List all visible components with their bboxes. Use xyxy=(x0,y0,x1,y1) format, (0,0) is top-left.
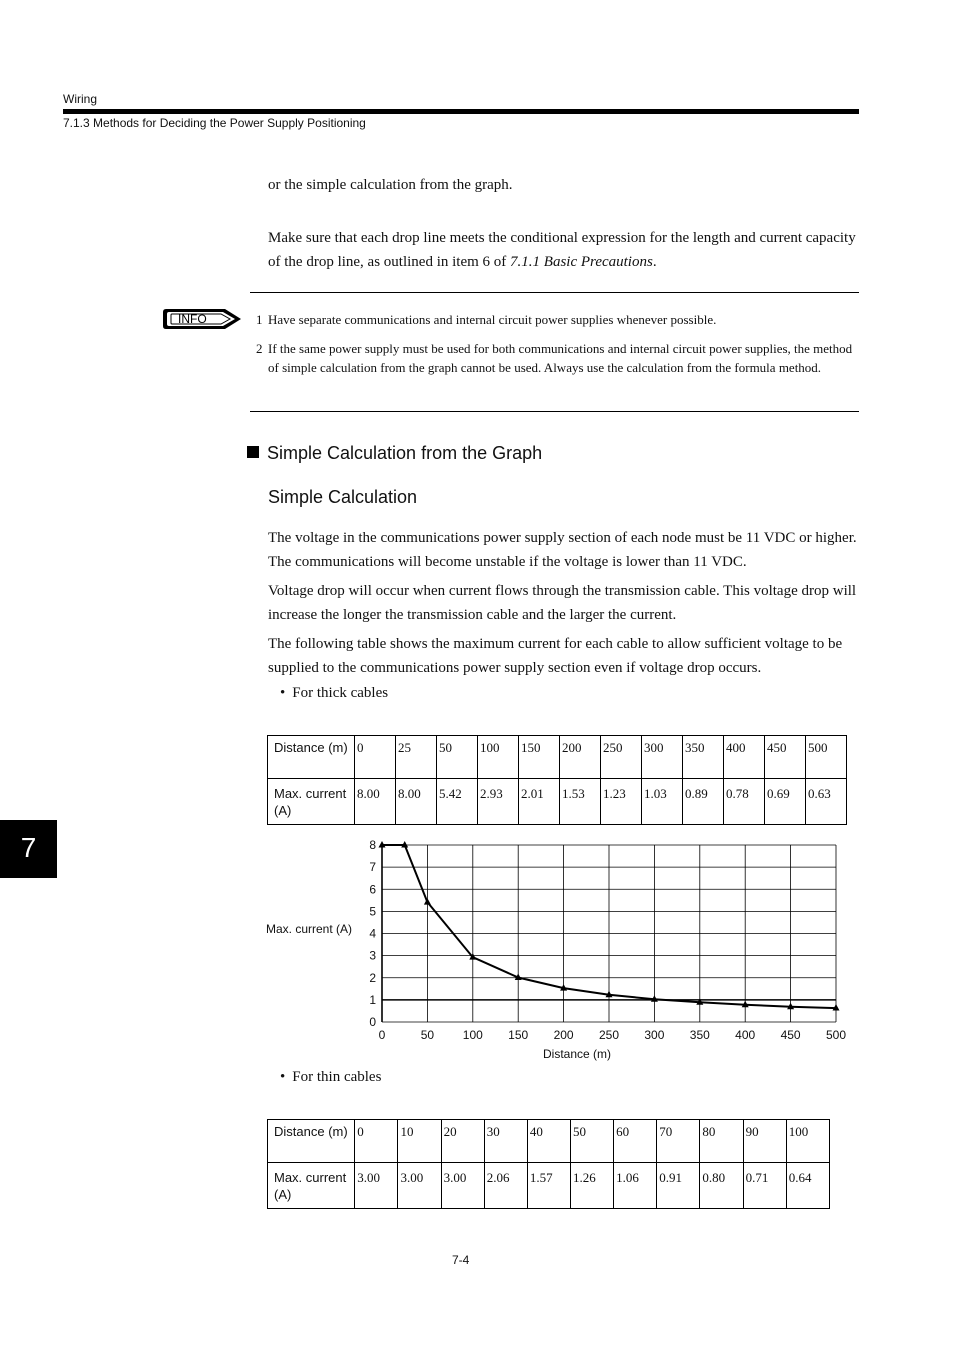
table-row-distance xyxy=(268,736,847,779)
table-cell-current: 0.63 xyxy=(806,779,847,825)
table-cell-distance: 300 xyxy=(642,736,683,779)
y-tick-label: 6 xyxy=(369,882,376,897)
table-cell-distance: 0 xyxy=(355,1120,398,1163)
table-cell-distance: 10 xyxy=(398,1120,441,1163)
table-cell-distance: 40 xyxy=(527,1120,570,1163)
x-tick-label: 500 xyxy=(825,1028,847,1042)
table-cell-current: 3.00 xyxy=(355,1163,398,1209)
y-axis-tick-labels xyxy=(369,838,376,1029)
table-cell-current: 1.03 xyxy=(642,779,683,825)
table-row-distance xyxy=(268,1120,830,1163)
row-label-distance: Distance (m) xyxy=(268,736,355,779)
info-note-2 xyxy=(256,339,856,377)
table-cell-distance: 80 xyxy=(700,1120,743,1163)
data-point-marker xyxy=(424,898,431,905)
intro-line: or the simple calculation from the graph. xyxy=(268,177,513,193)
table-cell-distance: 50 xyxy=(437,736,478,779)
y-tick-label: 0 xyxy=(369,1015,376,1029)
table-cell-current: 0.78 xyxy=(724,779,765,825)
table-cell-distance: 90 xyxy=(743,1120,786,1163)
info-top-rule xyxy=(250,292,859,293)
table-cell-current: 2.93 xyxy=(478,779,519,825)
running-header-subsection: 7.1.3 Methods for Deciding the Power Supply Positioning xyxy=(63,116,366,130)
y-tick-label: 7 xyxy=(369,860,376,875)
paragraph-table-intro: The following table shows the maximum current for each cable to allow sufficient voltage to be supplied to the communications power supply section even if voltage drop occurs. xyxy=(268,636,843,676)
current-vs-distance-chart xyxy=(0,830,954,1070)
section-heading xyxy=(247,443,542,464)
x-tick-label: 100 xyxy=(462,1028,483,1042)
thin-cable-table xyxy=(267,1119,830,1209)
chapter-tab: 7 xyxy=(0,820,57,878)
x-axis-tick-labels xyxy=(379,1028,847,1042)
table-cell-distance: 50 xyxy=(571,1120,614,1163)
x-tick-label: 450 xyxy=(780,1028,801,1042)
table-cell-distance: 100 xyxy=(786,1120,829,1163)
table-cell-distance: 20 xyxy=(441,1120,484,1163)
table-row-current xyxy=(268,1163,830,1209)
table-cell-distance: 200 xyxy=(560,736,601,779)
square-bullet-icon xyxy=(247,446,259,458)
y-tick-label: 1 xyxy=(369,992,376,1007)
table-cell-distance: 70 xyxy=(657,1120,700,1163)
info-icon xyxy=(163,306,243,332)
table-cell-current: 2.06 xyxy=(484,1163,527,1209)
x-tick-label: 400 xyxy=(735,1028,756,1042)
table-cell-distance: 30 xyxy=(484,1120,527,1163)
table-cell-distance: 0 xyxy=(355,736,396,779)
x-tick-label: 250 xyxy=(598,1028,620,1042)
bullet-thick-cables xyxy=(280,685,388,702)
table-cell-current: 0.71 xyxy=(743,1163,786,1209)
page-number: 7-4 xyxy=(452,1253,470,1267)
row-label-current: Max. current (A) xyxy=(268,779,355,825)
intro-paragraph-text: Make sure that each drop line meets the conditional expression for the length and current capacity of the drop line, as outlined in item 6 of xyxy=(268,230,856,270)
table-cell-distance: 100 xyxy=(478,736,519,779)
table-cell-distance: 350 xyxy=(683,736,724,779)
x-tick-label: 200 xyxy=(553,1028,574,1042)
table-cell-current: 5.42 xyxy=(437,779,478,825)
table-cell-current: 0.69 xyxy=(765,779,806,825)
bullet-dot-icon: • xyxy=(280,1069,286,1085)
row-label-distance: Distance (m) xyxy=(268,1120,355,1163)
table-cell-distance: 250 xyxy=(601,736,642,779)
bullet-dot-icon: • xyxy=(280,685,286,701)
paragraph-voltage: The voltage in the communications power supply section of each node must be 11 VDC or higher. The communications will become unstable if the voltage is lower than 11 VDC. xyxy=(268,530,857,570)
x-tick-label: 150 xyxy=(508,1028,529,1042)
intro-paragraph xyxy=(268,226,860,274)
y-tick-label: 4 xyxy=(369,926,376,941)
table-row-current xyxy=(268,779,847,825)
info-bottom-rule xyxy=(250,411,859,412)
table-cell-current: 1.23 xyxy=(601,779,642,825)
table-cell-current: 2.01 xyxy=(519,779,560,825)
row-label-current: Max. current (A) xyxy=(268,1163,355,1209)
x-tick-label: 0 xyxy=(378,1028,386,1042)
info-note-text: Have separate communications and internal circuit power supplies whenever possible. xyxy=(268,312,717,327)
table-cell-current: 0.64 xyxy=(786,1163,829,1209)
table-cell-current: 1.53 xyxy=(560,779,601,825)
table-cell-current: 0.80 xyxy=(700,1163,743,1209)
table-cell-current: 1.57 xyxy=(527,1163,570,1209)
x-tick-label: 50 xyxy=(420,1028,435,1042)
table-cell-current: 8.00 xyxy=(355,779,396,825)
table-cell-distance: 500 xyxy=(806,736,847,779)
y-tick-label: 3 xyxy=(369,948,376,963)
running-header-section: Wiring xyxy=(63,92,98,106)
table-cell-current: 3.00 xyxy=(398,1163,441,1209)
table-cell-distance: 25 xyxy=(396,736,437,779)
section-heading-text: Simple Calculation from the Graph xyxy=(267,443,543,463)
thick-cable-table xyxy=(267,735,847,825)
bullet-text: For thin cables xyxy=(292,1069,382,1085)
table-cell-current: 0.89 xyxy=(683,779,724,825)
info-note-text: If the same power supply must be used for both communications and internal circuit power supplies, the method of simple calculation from the graph cannot be used. Always use the calculation from the formula method. xyxy=(268,341,853,375)
table-cell-distance: 450 xyxy=(765,736,806,779)
x-tick-label: 350 xyxy=(689,1028,710,1042)
table-cell-current: 3.00 xyxy=(441,1163,484,1209)
y-axis-label: Max. current (A) xyxy=(265,922,352,936)
table-cell-current: 1.26 xyxy=(571,1163,614,1209)
table-cell-current: 0.91 xyxy=(657,1163,700,1209)
table-cell-current: 1.06 xyxy=(614,1163,657,1209)
y-tick-label: 8 xyxy=(369,838,376,852)
paragraph-voltage-drop: Voltage drop will occur when current flows through the transmission cable. This voltage drop will increase the longer the transmission cable and the larger the current. xyxy=(268,583,857,623)
header-rule xyxy=(63,109,859,114)
info-badge-label: INFO xyxy=(178,312,207,326)
sub-heading: Simple Calculation xyxy=(268,487,418,507)
cross-reference: 7.1.1 Basic Precautions xyxy=(510,254,653,270)
table-cell-distance: 60 xyxy=(614,1120,657,1163)
info-note-number: 1 xyxy=(256,312,263,327)
table-cell-distance: 400 xyxy=(724,736,765,779)
x-axis-label: Distance (m) xyxy=(542,1047,612,1061)
y-tick-label: 5 xyxy=(369,904,376,919)
info-note-number: 2 xyxy=(256,341,263,356)
info-note-1 xyxy=(256,310,856,329)
x-tick-label: 300 xyxy=(644,1028,665,1042)
intro-paragraph-end: . xyxy=(652,254,657,270)
y-tick-label: 2 xyxy=(369,970,376,985)
table-cell-current: 8.00 xyxy=(396,779,437,825)
bullet-thin-cables xyxy=(280,1069,381,1086)
bullet-text: For thick cables xyxy=(292,685,389,701)
table-cell-distance: 150 xyxy=(519,736,560,779)
